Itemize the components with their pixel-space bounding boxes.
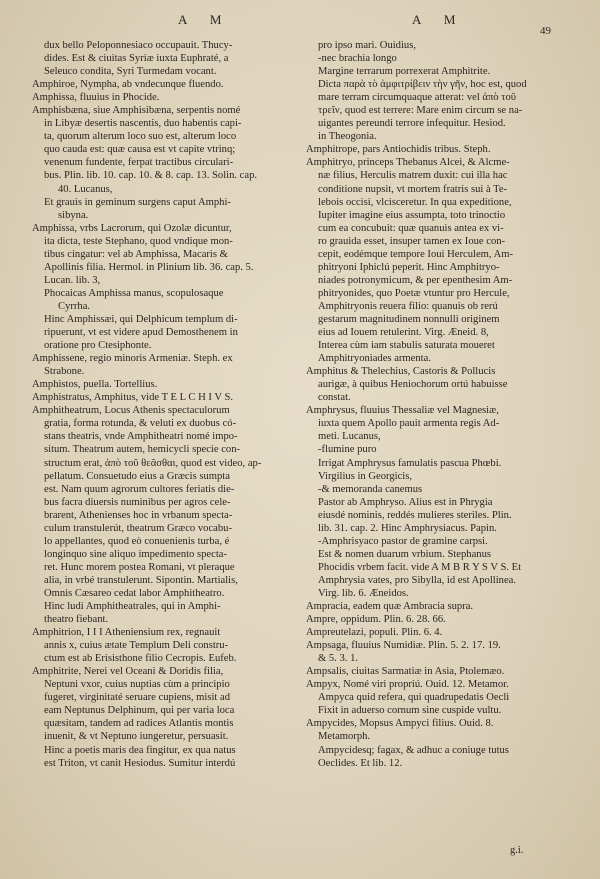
left-column-line: structum erat, ἀπὸ τοῦ θεᾶσθαι, quod est video, ap- xyxy=(44,457,262,469)
right-column-line: & 5. 3. 1. xyxy=(318,653,359,665)
right-column-line: Ampycidesq; fagax, & adhuc a coniuge tutus xyxy=(318,744,509,756)
right-column xyxy=(306,39,574,770)
right-column-line: Amphitryoniades armenta. xyxy=(318,353,431,365)
right-column-line: iuxta quem Apollo pauit armenta regis Ad- xyxy=(318,418,500,430)
right-column-line: Amphitus & Thelechius, Castoris & Pollucis xyxy=(306,366,496,378)
right-column-line: Iupiter imagine eius assumpta, toto trinoctio xyxy=(318,209,506,221)
right-column-line: niades potronymicum, & per epenthesim Am- xyxy=(318,274,513,286)
right-column-line: constat. xyxy=(318,392,351,404)
left-column-line: Cyrrha. xyxy=(58,300,91,312)
right-column-line: Ampre, oppidum. Plin. 6. 28. 66. xyxy=(306,614,446,626)
right-column-line: Pastor ab Amphryso. Alius est in Phrygia xyxy=(318,496,493,508)
running-head-right: A M xyxy=(412,12,466,27)
left-column-line: Apollinis filia. Hermol. in Plinium lib. 36. cap. 5. xyxy=(44,261,254,273)
left-column-line: lo appellantes, quod eò conuenienis turba, é xyxy=(44,535,230,547)
right-column-line: gestarum magnitudinem nonnulli originem xyxy=(318,313,500,325)
right-column-line: lebois occisi, vlcisceretur. In qua expeditione, xyxy=(318,196,512,208)
left-column-line: Amphistratus, Amphitus, vide T E L C H I V S. xyxy=(32,392,234,404)
page-number: 49 xyxy=(540,25,551,37)
right-column-line: meti. Lucanus, xyxy=(318,431,381,443)
right-column-line: Ampyca quid refera, qui quadrupedatis Oecli xyxy=(318,692,510,704)
right-column-line: Virgilius in Georgicis, xyxy=(318,470,413,482)
right-column-line: phitryonides, quo Poetæ vtuntur pro Hercule, xyxy=(318,287,510,299)
right-column-line: Est & nomen duarum vrbium. Stephanus xyxy=(318,548,492,560)
right-column-line: -Amphrisyaco pastor de gramine carpsi. xyxy=(318,535,488,547)
left-column-line: Et grauis in geminum surgens caput Amphi- xyxy=(44,196,231,208)
left-column-line: annis x, cuius ætate Templum Deli constru- xyxy=(44,640,229,652)
left-column-line: est. Nam quum agrorum cultores feriatis die- xyxy=(44,483,235,495)
left-column-line: 40. Lucanus, xyxy=(58,183,113,195)
left-column-line: longinquo sine aliquo impedimento specta- xyxy=(44,548,228,560)
left-column-line: Amphissene, regio minoris Armeniæ. Steph. ex xyxy=(32,353,233,365)
right-column-line: Amphitryonis reuera filio: quanuis ob rerú xyxy=(318,300,498,312)
left-column-line: inuenit, & vt Neptuno iungeretur, persuasit. xyxy=(44,731,229,743)
left-column-line: Hinc ludi Amphitheatrales, qui in Amphi- xyxy=(44,601,221,613)
left-column-line: Hinc Amphissæi, qui Delphicum templum di- xyxy=(44,313,238,325)
left-column-line: ret. Hunc morem postea Romani, vt pleraque xyxy=(44,561,235,573)
right-column-line: Metamorph. xyxy=(318,731,371,743)
signature-mark: g.i. xyxy=(510,845,524,856)
left-column-line: Strabone. xyxy=(44,366,85,378)
right-column-line: ro grauida esset, insuper tamen ex Ioue con- xyxy=(318,235,506,247)
right-column-line: Phocidis vrbem facit. vide A M B R Y S V S. Et xyxy=(318,561,522,573)
left-column-line: venenum fundente, ferpat tractibus circulari- xyxy=(44,157,234,169)
right-column-line: Amphitrope, pars Antiochidis tribus. Steph. xyxy=(306,144,491,156)
right-column-line: conditione nupsit, vt mortem fratris sui à Te- xyxy=(318,183,508,195)
right-column-line: pro ipso mari. Ouidius, xyxy=(318,40,416,51)
right-column-line: Ampracia, eadem quæ Ambracia supra. xyxy=(306,601,474,613)
right-column-line: Ampreutelazi, populi. Plin. 6. 4. xyxy=(306,627,443,639)
right-column-line: Ampycides, Mopsus Ampyci filius. Ouid. 8. xyxy=(306,718,494,730)
left-column-line: Amphistos, puella. Tortellius. xyxy=(32,379,158,391)
right-column-line: -& memoranda canemus xyxy=(318,483,423,495)
left-column-line: est Triton, vt canit Hesiodus. Sumitur interdú xyxy=(44,757,236,769)
running-head-left: A M xyxy=(178,12,232,27)
left-column-line: bus facra diuersis numinibus per agros cele- xyxy=(44,496,231,508)
right-column-line: Fixit in aduerso cornum sine cuspide vultu. xyxy=(318,705,502,717)
left-column-line: ita dicta, teste Stephano, quod vndique mon- xyxy=(44,235,233,247)
right-column-line: Dicta παρὰ τὸ ἀμφιτρίβειν τὴν γῆν, hoc est, quod xyxy=(318,79,527,91)
left-column-line: Amphitrite, Nerei vel Oceani & Doridis filia, xyxy=(32,666,224,678)
right-column-line: Oeclides. Et lib. 12. xyxy=(318,757,403,769)
left-column-line: pellatum. Consuetudo eius a Græcis sumpta xyxy=(44,470,230,482)
right-column-line: τρεῖν, quod est terrere: Mare enim circum se na- xyxy=(318,105,523,117)
left-column-line: alia, in vrbé transtulerunt. Sipontin. Martialis, xyxy=(44,574,238,586)
right-column-line: Virg. lib. 6. Æneidos. xyxy=(318,587,409,599)
left-column-line: quo cauda est: quæ causa est vt capite vtrinq; xyxy=(44,144,236,156)
right-column-line: cum ea concubuit: quæ quanuis antea ex vi- xyxy=(318,222,504,234)
right-column-line: lib. 31. cap. 2. Hinc Amphrysiacus. Papin. xyxy=(318,522,497,534)
left-column-line: Lucan. lib. 3, xyxy=(44,274,101,286)
left-column-line: Seleuco condita, Syri Turmedam vocant. xyxy=(44,66,217,78)
left-column-line: dux bello Peloponnesiaco occupauit. Thucy- xyxy=(44,40,233,51)
left-column-line: sibyna. xyxy=(58,209,89,221)
left-column-line: gratia, forma rotunda, & veluti ex duobus có- xyxy=(44,418,237,430)
left-column-line: Phocaicas Amphissa manus, scopulosaque xyxy=(44,287,224,299)
right-column-line: eius ad Iouem retulerint. Virg. Æneid. 8, xyxy=(318,327,489,339)
left-column-line: dides. Est & ciuitas Syriæ iuxta Euphraté, a xyxy=(44,53,229,65)
left-column-line: situm. Theatrum autem, hemicycli specie con- xyxy=(44,444,241,456)
left-column-line: Amphitheatrum, Locus Athenis spectaculorum xyxy=(32,405,230,417)
left-column-line: Amphisbæna, siue Amphisibæna, serpentis nomé xyxy=(32,105,241,117)
right-column-line: mare terram circumquaque atterat: vel ἀπὸ τοῦ xyxy=(318,92,517,104)
left-column-line: Neptuni vxor, cuius nuptias cùm a principio xyxy=(44,679,230,691)
left-column-line: culum transtulerút, theatrum Græco vocabu- xyxy=(44,522,232,534)
left-column-line: Hinc a poetis maris dea fingitur, ex qua natus xyxy=(44,744,236,756)
right-column-line: Ampsaga, fluuius Numidiæ. Plin. 5. 2. 17. 19. xyxy=(306,640,501,652)
left-column xyxy=(32,39,300,770)
right-column-line: -flumine puro xyxy=(318,444,377,456)
left-column-line: Omnis Cæsareo cedat labor Amphitheatro. xyxy=(44,587,225,599)
left-column-line: fugeret, virginitaté seruare cupiens, misit ad xyxy=(44,692,231,704)
right-column-line: phitryoni Iphiclú peperit. Hinc Amphitryo- xyxy=(318,261,500,273)
left-column-line: ripuerunt, vt est videre apud Demosthenem in xyxy=(44,327,238,339)
right-column-line: Interea cùm iam stabulis saturata moueret xyxy=(318,340,495,352)
left-column-line: quæsitam, tandem ad radices Atlantis montis xyxy=(44,718,234,730)
right-column-line: Irrigat Amphrysus famulatis pascua Phœbi. xyxy=(318,457,502,469)
left-column-line: eam Neptunus Delphinum, qui per varia loca xyxy=(44,705,235,717)
left-column-line: in Libyæ desertis nascentis, duo habentis capi- xyxy=(44,118,242,130)
right-column-line: Ampyx, Nomé viri propriú. Ouid. 12. Metamor. xyxy=(306,679,509,691)
left-column-line: oratione pro Ctesiphonte. xyxy=(44,340,152,352)
right-column-line: cepit, eodémque tempore Ioui Herculem, Am- xyxy=(318,248,514,260)
left-column-line: brarent, Athenienses hoc in vrbanum specta- xyxy=(44,509,233,521)
right-column-line: eiusdé nominis, reddés mulieres steriles. Plin. xyxy=(318,509,512,521)
left-column-line: theatro fiebant. xyxy=(44,614,109,626)
left-column-line: tibus cingatur: vel ab Amphissa, Macaris & xyxy=(44,248,228,260)
right-column-line: næ filius, Herculis matrem duxit: cui illa hac xyxy=(318,170,508,182)
right-column-line: Amphrysus, fluuius Thessaliæ vel Magnesiæ, xyxy=(306,405,499,417)
left-column-line: Amphiroe, Nympha, ab vndecunque fluendo. xyxy=(32,79,224,91)
left-column-line: bus. Plin. lib. 10. cap. 10. & 8. cap. 13. Solin. cap. xyxy=(44,170,258,182)
right-column-line: Amphitryo, princeps Thebanus Alcei, & Alcme- xyxy=(306,157,510,169)
right-column-line: Ampsalis, ciuitas Sarmatiæ in Asia, Ptolemæo. xyxy=(306,666,505,678)
left-column-line: Amphissa, fluuius in Phocide. xyxy=(32,92,160,104)
right-column-line: in Theogonia. xyxy=(318,131,377,143)
left-column-line: Amphissa, vrbs Lacrorum, qui Ozolæ dicuntur, xyxy=(32,222,232,234)
right-column-line: Amphrysia vates, pro Sibylla, id est Apollinea. xyxy=(318,574,517,586)
left-column-line: stans theatris, vnde Amphitheatri nomé impo- xyxy=(44,431,238,443)
left-column-line: ta, quorum alterum loco suo est, alterum loco xyxy=(44,131,237,143)
right-column-line: aurigæ, à quibus Heniochorum ortú habuisse xyxy=(318,379,508,391)
right-column-line: Margine terrarum porrexerat Amphitrite. xyxy=(318,66,491,78)
left-column-line: Amphitrion, I I I Atheniensium rex, regnauit xyxy=(32,627,221,639)
left-column-line: ctum est ab Erisisthone filio Cecropis. Eufeb. xyxy=(44,653,237,665)
right-column-line: -nec brachia longo xyxy=(318,53,397,65)
right-column-line: uigantes pereundi terrore infequitur. Hesiod. xyxy=(318,118,506,130)
